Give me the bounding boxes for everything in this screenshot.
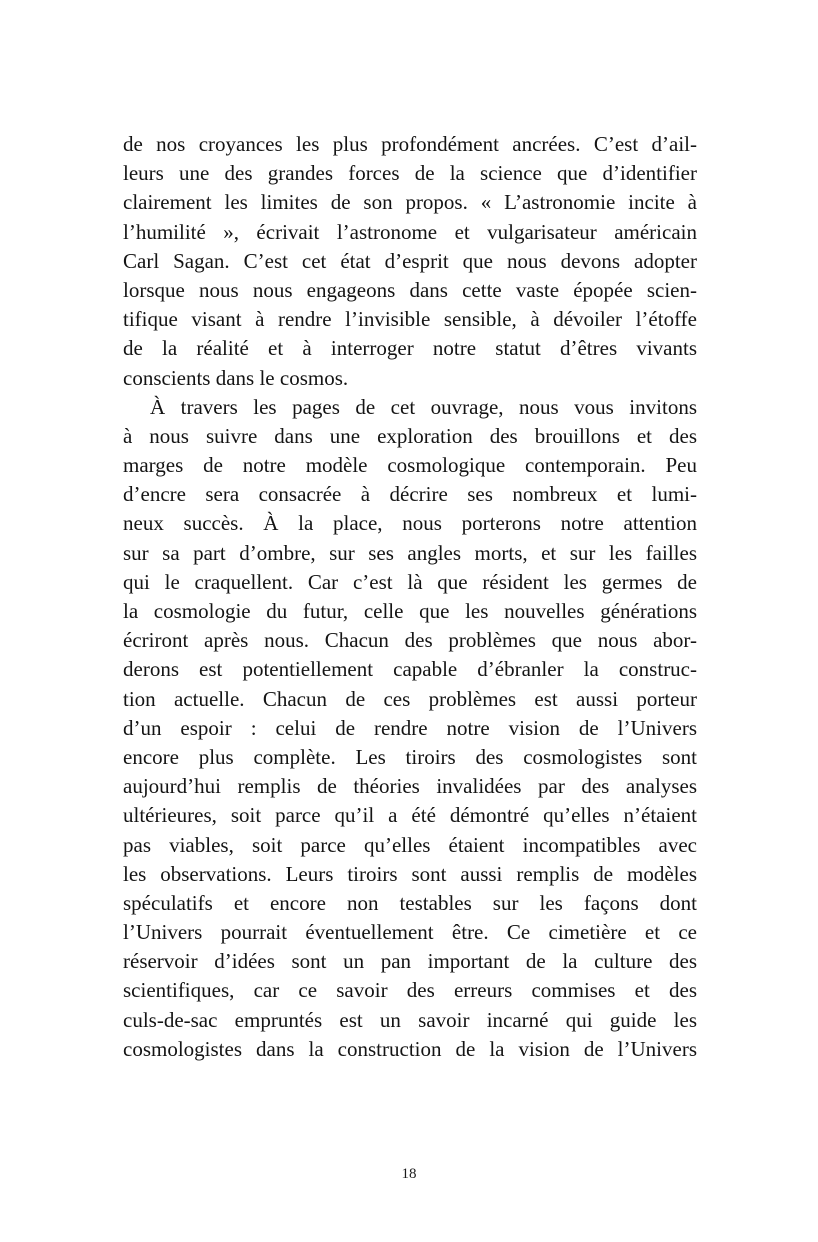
paragraph-2 (123, 393, 697, 1064)
paragraph-1 (123, 130, 697, 393)
text-line: Carl Sagan. C’est cet état d’esprit que nous devons adopter (123, 248, 697, 273)
text-line: tifique visant à rendre l’invisible sensible, à dévoiler l’étoffe (123, 307, 697, 332)
text-line: l’Univers pourrait éventuellement être. Ce cimetière et ce (123, 920, 697, 945)
text-line: leurs une des grandes forces de la science que d’identifier (123, 161, 697, 186)
text-line: tion actuelle. Chacun de ces problèmes est aussi porteur (123, 686, 697, 711)
text-line: d’encre sera consacrée à décrire ses nombreux et lumi- (123, 482, 697, 507)
text-line: culs-de-sac empruntés est un savoir incarné qui guide les (123, 1007, 697, 1032)
text-line: encore plus complète. Les tiroirs des cosmologistes sont (123, 744, 697, 769)
text-line: aujourd’hui remplis de théories invalidées par des analyses (123, 774, 697, 799)
text-block (123, 130, 697, 1064)
text-line: ultérieures, soit parce qu’il a été démontré qu’elles n’étaient (123, 803, 697, 828)
text-line: d’un espoir : celui de rendre notre vision de l’Univers (123, 715, 697, 740)
text-line: la cosmologie du futur, celle que les nouvelles générations (123, 599, 697, 623)
text-line: écriront après nous. Chacun des problèmes que nous abor- (123, 628, 697, 653)
text-line: neux succès. À la place, nous porterons notre attention (123, 511, 697, 536)
text-line: clairement les limites de son propos. « L’astronomie incite à (123, 190, 697, 215)
text-line: scientifiques, car ce savoir des erreurs commises et des (123, 978, 697, 1003)
text-line: À travers les pages de cet ouvrage, nous vous invitons (150, 394, 697, 419)
text-line: pas viables, soit parce qu’elles étaient incompatibles avec (123, 832, 697, 857)
text-line: qui le craquellent. Car c’est là que résident les germes de (123, 569, 697, 594)
text-line: les observations. Leurs tiroirs sont aussi remplis de modèles (123, 861, 697, 886)
text-line: l’humilité », écrivait l’astronome et vulgarisateur américain (123, 219, 697, 244)
text-line: de la réalité et à interroger notre statut d’êtres vivants (123, 336, 697, 361)
text-line: sur sa part d’ombre, sur ses angles morts, et sur les failles (123, 540, 697, 565)
text-line: conscients dans le cosmos. (123, 365, 349, 390)
text-line: à nous suivre dans une exploration des brouillons et des (123, 423, 697, 448)
text-line: réservoir d’idées sont un pan important de la culture des (123, 949, 697, 974)
text-line: de nos croyances les plus profondément ancrées. C’est d’ail- (123, 132, 697, 156)
text-line: marges de notre modèle cosmologique contemporain. Peu (123, 453, 697, 478)
text-line: lorsque nous nous engageons dans cette vaste épopée scien- (123, 277, 697, 302)
page-number: 18 (401, 1166, 417, 1182)
text-line: cosmologistes dans la construction de la vision de l’Univers (123, 1036, 697, 1061)
text-line: derons est potentiellement capable d’ébranler la construc- (123, 657, 697, 682)
text-line: spéculatifs et encore non testables sur les façons dont (123, 890, 697, 915)
